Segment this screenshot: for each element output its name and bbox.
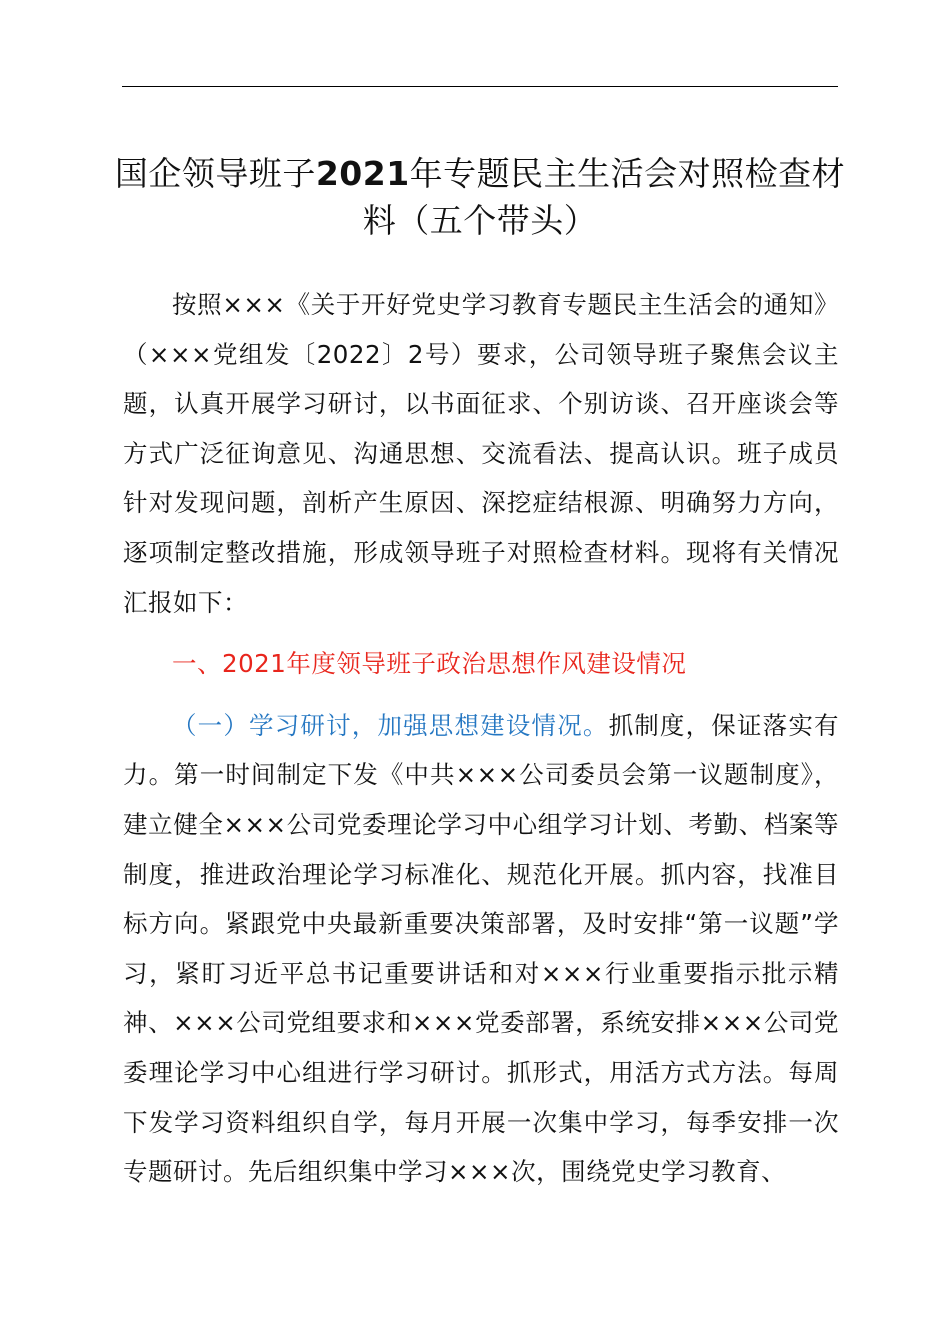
header-rule [122, 86, 838, 87]
title-part1: 国企领导班子 [114, 154, 316, 193]
title-year: 2021 [315, 154, 410, 193]
document-title [110, 150, 850, 244]
subsection-text: 抓制度，保证落实有力。第一时间制定下发《中共×××公司委员会第一议题制度》，建立健全×××公司党委理论学习中心组学习计划、考勤、档案等制度，推进政治理论学习标准化、规范化开展。抓内容，找准目标方向。紧跟党中央最新重要决策部署，及时安排“第一议题”学习，紧盯习近平总书记重要讲话和对×××行业重要指示批示精神、×××公司党组要求和×××党委部署，系统安排×××公司党委理论学习中心组进行学习研讨。抓形式，用活方式方法。每周下发学习资料组织自学，每月开展一次集中学习，每季安排一次专题研讨。先后组织集中学习×××次，围绕党史学习教育、 [123, 710, 840, 1187]
document-body [123, 280, 839, 1197]
subsection-paragraph [123, 701, 839, 1197]
section-heading: 一、2021年度领导班子政治思想作风建设情况 [172, 649, 687, 679]
intro-paragraph: 按照×××《关于开好党史学习教育专题民主生活会的通知》（×××党组发〔2022〕2号）要求，公司领导班子聚焦会议主题，认真开展学习研讨，以书面征求、个别访谈、召开座谈会等方式广泛征询意见、沟通思想、交流看法、提高认识。班子成员针对发现问题，剖析产生原因、深挖症结根源、明确努力方向，逐项制定整改措施，形成领导班子对照检查材料。现将有关情况汇报如下： [123, 290, 839, 617]
subsection-heading: （一）学习研讨，加强思想建设情况。 [172, 710, 609, 740]
title-part2: 年专题民主生活会对照检查材料（五个带头） [362, 154, 846, 240]
